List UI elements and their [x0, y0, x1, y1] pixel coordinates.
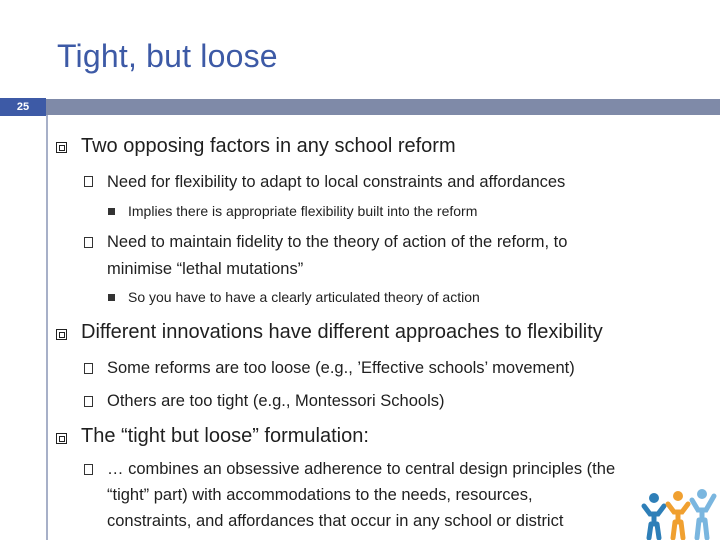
bullet-text: Need for flexibility to adapt to local constraints and affordances [107, 173, 566, 191]
bullet-text: minimise “lethal mutations” [107, 260, 304, 278]
slide-title: Tight, but loose [57, 38, 278, 74]
header-bar [46, 99, 720, 115]
square-bullet-icon [56, 329, 67, 340]
bullet-text: … combines an obsessive adherence to central design principles (the [107, 460, 616, 478]
bullet-text: Need to maintain fidelity to the theory of action of the reform, to [107, 233, 568, 251]
bullet-text: constraints, and affordances that occur in any school or district [107, 512, 564, 530]
hollow-square-bullet-icon [84, 363, 93, 374]
hollow-square-bullet-icon [84, 237, 93, 248]
figure-lightblue [692, 489, 714, 538]
page-number-badge: 25 [0, 98, 46, 116]
hollow-square-bullet-icon [84, 396, 93, 407]
bullet-text: Others are too tight (e.g., Montessori Schools) [107, 392, 445, 410]
left-rule [46, 115, 48, 540]
bullet-text: Two opposing factors in any school reform [81, 135, 456, 157]
bullet-text: Different innovations have different approaches to flexibility [81, 321, 603, 343]
square-bullet-icon [56, 142, 67, 153]
figure-orange [668, 491, 688, 538]
people-group-logo [640, 484, 720, 540]
square-bullet-icon [56, 433, 67, 444]
hollow-square-bullet-icon [84, 464, 93, 475]
bullet-text: So you have to have a clearly articulated theory of action [128, 289, 480, 305]
figure-blue-left [644, 493, 664, 538]
bullet-text: “tight” part) with accommodations to the needs, resources, [107, 486, 533, 504]
bullet-text: The “tight but loose” formulation: [81, 425, 369, 447]
hollow-square-bullet-icon [84, 176, 93, 187]
filled-square-bullet-icon [108, 208, 115, 215]
filled-square-bullet-icon [108, 294, 115, 301]
bullet-text: Implies there is appropriate flexibility built into the reform [128, 203, 478, 219]
bullet-text: Some reforms are too loose (e.g., ’Effective schools’ movement) [107, 359, 575, 377]
